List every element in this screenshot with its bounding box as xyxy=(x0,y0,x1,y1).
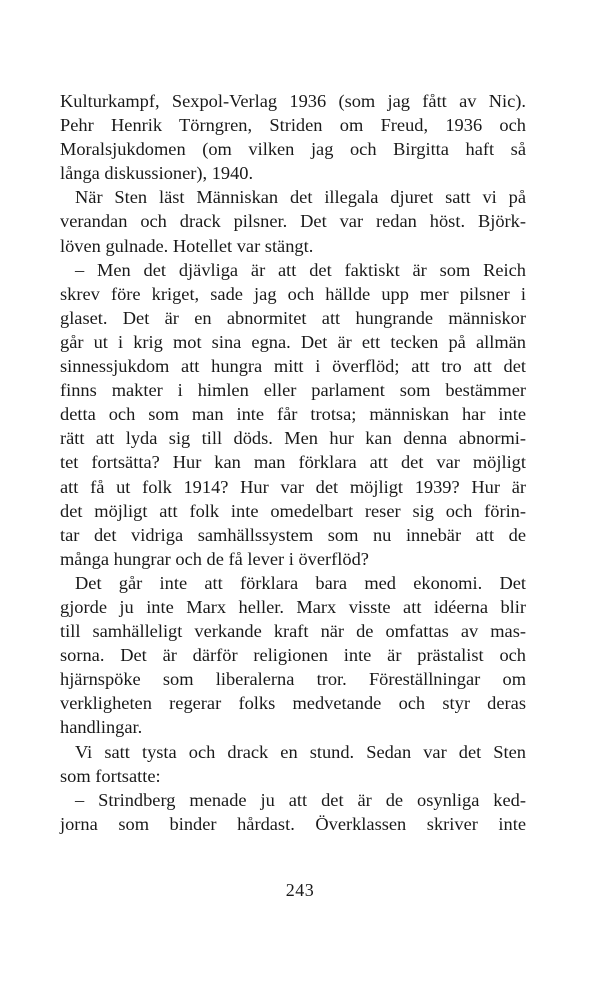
text-line: hjärnspöke som liberalerna tror. Föreställningar om xyxy=(60,669,526,690)
text-line: tar det vidriga samhällssystem som nu innebär att de xyxy=(60,524,526,545)
text-line: Pehr Henrik Törngren, Striden om Freud, 1936 och xyxy=(60,115,526,136)
text-line: går ut i krig mot sina egna. Det är ett tecken på allmän xyxy=(60,331,526,352)
text-line: verkligheten regerar folks medvetande och styr deras xyxy=(60,693,526,714)
text-line: som fortsatte: xyxy=(60,765,161,786)
text-line: glaset. Det är en abnormitet att hungrande människor xyxy=(60,307,526,328)
text-line: handlingar. xyxy=(60,717,143,738)
text-line: sinnessjukdom att hungra mitt i överflöd; att tro att det xyxy=(60,356,526,377)
text-line: till samhälleligt verkande kraft när de omfattas av mas- xyxy=(60,621,526,642)
text-line: tet fortsätta? Hur kan man förklara att det var möjligt xyxy=(60,452,526,473)
text-line: finns makter i himlen eller parlament som bestämmer xyxy=(60,380,526,401)
text-line: skrev före kriget, sade jag och hällde upp mer pilsner i xyxy=(60,283,526,304)
text-line: rätt att lyda sig till döds. Men hur kan denna abnormi- xyxy=(60,428,526,449)
text-line: långa diskussioner), 1940. xyxy=(60,163,254,184)
text-line: det möjligt att folk inte omedelbart reser sig och förin- xyxy=(60,500,526,521)
text-line: Vi satt tysta och drack en stund. Sedan var det Sten xyxy=(75,741,526,762)
text-line: Det går inte att förklara bara med ekonomi. Det xyxy=(75,572,526,593)
text-line: När Sten läst Människan det illegala djuret satt vi på xyxy=(75,187,526,208)
text-line: gjorde ju inte Marx heller. Marx visste att idéerna blir xyxy=(60,596,526,617)
text-line: Kulturkampf, Sexpol-Verlag 1936 (som jag fått av Nic). xyxy=(60,91,526,111)
text-line: – Men det djävliga är att det faktiskt är som Reich xyxy=(75,259,526,280)
text-line: verandan och drack pilsner. Det var redan höst. Björk- xyxy=(60,211,526,232)
text-line: – Strindberg menade ju att det är de osynliga ked- xyxy=(75,789,526,810)
text-line: sorna. Det är därför religionen inte är prästalist och xyxy=(60,645,526,666)
page-number: 243 xyxy=(285,880,315,900)
text-line: många hungrar och de få lever i överflöd? xyxy=(60,548,369,569)
text-line: jorna som binder hårdast. Överklassen skriver inte xyxy=(60,813,526,834)
text-line: detta och som man inte får trotsa; människan har inte xyxy=(60,404,526,425)
text-line: Moralsjukdomen (om vilken jag och Birgitta haft så xyxy=(60,139,526,160)
text-line: att få ut folk 1914? Hur var det möjligt 1939? Hur är xyxy=(60,476,526,497)
body-text xyxy=(60,89,526,836)
text-line: löven gulnade. Hotellet var stängt. xyxy=(60,235,314,256)
